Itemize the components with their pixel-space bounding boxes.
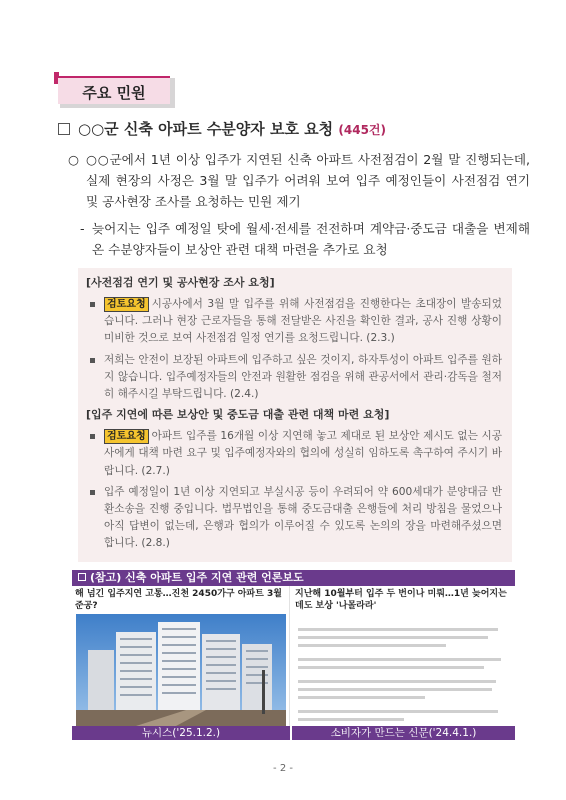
quote-text: 입주 예정일이 1년 이상 지연되고 부실시공 등이 우려되어 약 600세대가 분양대금 반환소송을 진행 중입니다. 법무법인을 통해 중도금대출 은행들에 처리 방침을 물었으나 아직 답변이 없는데, 은행과 협의가 이루어질 수 있도록 논의의 장을 마련해주셨으면 합니다. (2.8.) <box>104 485 502 550</box>
additional-request-text: 늦어지는 입주 예정일 탓에 월세·전세를 전전하며 계약금·중도금 대출을 변제해 온 수분양자들이 보상안 관련 대책 마련을 추가로 요청 <box>92 221 530 257</box>
quote-text: 저희는 안전이 보장된 아파트에 입주하고 싶은 것이지, 하자투성이 아파트 입주를 원하지 않습니다. 입주예정자들의 안전과 원활한 점검을 위해 관공서에서 관리·감독을 철저히 해주시길 부탁드립니다. (2.4.) <box>104 353 502 401</box>
news-headline-left: 해 넘긴 입주지연 고통…진천 2450가구 아파트 3월 준공? <box>75 589 282 611</box>
square-bullet-icon <box>90 358 95 363</box>
complaint-quotes-box <box>78 268 512 562</box>
quote-text: 시공사에서 3월 말 입주를 위해 사전점검을 진행한다는 초대장이 발송되었습니다. 그러나 현장 근로자들을 통해 전달받은 사진을 확인한 결과, 공사 진행 상황이 미비한 것으로 보여 사전점검 일정 연기를 요청드립니다. (2.3.) <box>104 298 502 345</box>
news-caption-left: 뉴시스('25.1.2.) <box>72 726 290 740</box>
additional-request <box>80 218 530 260</box>
summary-paragraph <box>68 149 530 212</box>
news-meta-right <box>292 614 515 622</box>
press-reference-header <box>72 570 515 586</box>
quote-bullet <box>86 484 502 553</box>
checkbox-square-icon <box>58 123 70 135</box>
summary-text: ○○군에서 1년 이상 입주가 지연된 신축 아파트 사전점검이 2월 말 진행되는데, 실제 현장의 사정은 3월 말 입주가 어려워 보여 입주 예정인들이 사전점검 연기 및 공사현장 조사를 요청하는 민원 제기 <box>86 152 530 209</box>
page-number: - 2 - <box>273 763 293 774</box>
news-caption-right: 소비자가 만드는 신문('24.4.1.) <box>292 726 515 740</box>
review-request-tag: 검토요청 <box>104 297 149 312</box>
quote-section-title-1: [사전점검 연기 및 공사현장 조사 요청] <box>86 276 275 289</box>
square-bullet-icon <box>90 490 95 495</box>
tab-box <box>58 76 170 104</box>
press-reference-title: (참고) 신축 아파트 입주 지연 관련 언론보도 <box>90 571 304 584</box>
square-bullet-icon <box>90 434 95 439</box>
quote-bullet <box>86 296 502 348</box>
complaint-count: (445건) <box>338 123 387 137</box>
apartment-photo <box>76 614 286 726</box>
quote-section-title-2: [입주 지연에 따른 보상안 및 중도금 대출 관련 대책 마련 요청] <box>86 408 390 422</box>
news-clip-left <box>72 586 290 726</box>
section-tab-label: 주요 민원 <box>82 84 146 102</box>
complaint-title-text: ○○군 신축 아파트 수분양자 보호 요청 <box>78 120 334 138</box>
circle-bullet-icon: ○ <box>68 152 79 167</box>
dash-bullet-icon: - <box>80 221 85 236</box>
news-body-lines <box>298 628 509 726</box>
quote-text: 아파트 입주를 16개월 이상 지연해 놓고 제대로 된 보상안 제시도 없는 시공사에게 대책 마련 요구 및 입주예정자와의 협의에 성실히 임하도록 촉구하여 주시기 바랍니다. (2.7.) <box>104 430 502 477</box>
press-reference-box <box>72 570 515 740</box>
quote-bullet <box>86 428 502 480</box>
square-bullet-icon <box>90 302 95 307</box>
section-tab <box>54 72 175 108</box>
news-clip-right <box>292 586 515 726</box>
complaint-title <box>58 118 386 139</box>
review-request-tag: 검토요청 <box>104 429 149 444</box>
quote-bullet <box>86 352 502 404</box>
reference-icon <box>78 573 86 581</box>
news-headline-right: 지난해 10월부터 입주 두 번이나 미뤄…1년 늦어지는데도 보상 '나몰라라' <box>295 589 507 611</box>
